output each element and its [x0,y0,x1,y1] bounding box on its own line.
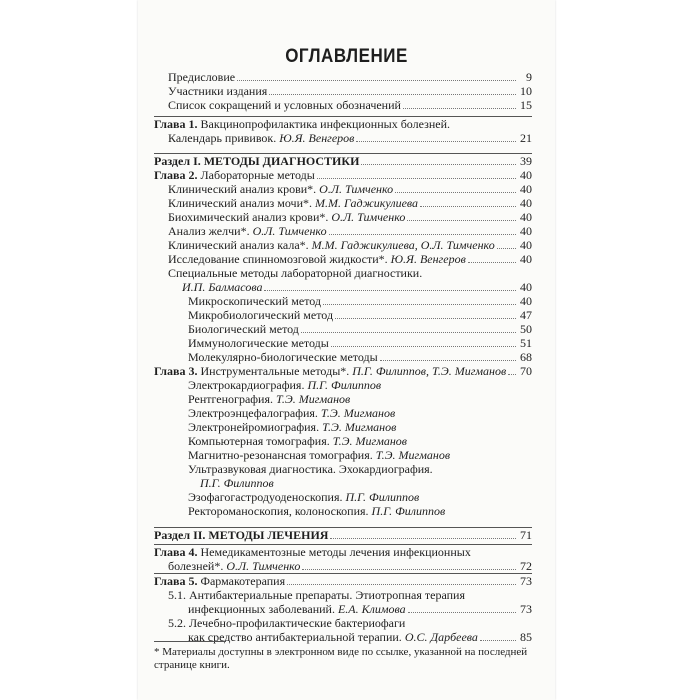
toc-subentry[interactable]: Рентгенография. Т.Э. Мигманов [188,392,351,406]
toc-chapter-entry[interactable]: Глава 4. Немедикаментозные методы лечения инфекционных [154,544,532,559]
leader-dots [395,192,516,193]
page-number: 40 [520,224,532,238]
page-number: 68 [520,350,532,364]
leader-dots [407,220,516,221]
toc-entry[interactable]: Участники издания 10 [168,84,532,98]
author: И.П. Балмасова [182,280,263,294]
toc-entry[interactable]: 5.2. Лечебно-профилактические бактериофаги [168,616,406,630]
table-of-contents [154,70,532,644]
toc-section-entry[interactable] [154,153,532,168]
toc-entry[interactable]: Клинический анализ кала*. М.М. Гаджикулиева, О.Л. Тимченко 40 [168,238,532,252]
chapter-label: Глава 3. [154,364,198,378]
toc-entry-continuation[interactable] [154,280,532,294]
page-number: 73 [520,574,532,588]
leader-dots [508,374,516,375]
chapter-label: Глава 4. [154,545,198,559]
page-number: 70 [520,364,532,378]
toc-entry[interactable]: Исследование спинномозговой жидкости*. Ю.Я. Венгеров 40 [168,252,532,266]
toc-entry[interactable]: Анализ желчи*. О.Л. Тимченко 40 [168,224,532,238]
page-number: 10 [520,84,532,98]
author: Т.Э. Мигманов [375,448,451,462]
subsection-label: 5.2. [168,616,186,630]
author: М.М. Гаджикулиева [315,196,419,210]
leader-dots [302,569,516,570]
footnote: * Материалы доступны в электронном виде по ссылке, указанной на последней странице книги. [154,646,528,671]
author: Ю.Я. Венгеров [390,252,466,266]
page-number: 40 [520,238,532,252]
leader-dots [408,612,516,613]
leader-dots [468,262,516,263]
leader-dots [269,94,516,95]
toc-entry-continuation[interactable]: как средство антибактериальной терапии. О.С. Дарбеева 85 [188,630,532,644]
leader-dots [317,178,516,179]
page-number: 51 [520,336,532,350]
page-number: 71 [520,528,532,542]
author: Т.Э. Мигманов [322,420,397,434]
author: О.Л. Тимченко [319,182,394,196]
toc-entry[interactable]: Предисловие 9 [168,70,532,84]
section-label: Раздел II. МЕТОДЫ ЛЕЧЕНИЯ [154,528,329,542]
leader-dots [335,318,516,319]
leader-dots [480,640,516,641]
toc-subentry[interactable]: Микроскопический метод 40 [188,294,532,308]
page-title: ОГЛАВЛЕНИЕ [285,44,408,67]
toc-subentry[interactable]: Ректороманоскопия, колоноскопия. П.Г. Филиппов [188,504,446,518]
page-number: 40 [520,182,532,196]
page-number: 9 [526,70,532,84]
leader-dots [380,360,516,361]
toc-section-entry[interactable] [154,527,532,542]
leader-dots [301,332,516,333]
toc-chapter-entry[interactable]: Глава 2. Лабораторные методы 40 [154,168,532,182]
toc-subentry[interactable]: Компьютерная томография. Т.Э. Мигманов [188,434,408,448]
page-number: 40 [520,280,532,294]
author: Т.Э. Мигманов [275,392,351,406]
leader-dots [403,108,516,109]
page-number: 40 [520,252,532,266]
leader-dots [323,304,516,305]
page-number: 15 [520,98,532,112]
page-number: 40 [520,210,532,224]
toc-subentry[interactable]: Молекулярно-биологические методы 68 [188,350,532,364]
toc-subentry[interactable]: Электрокардиография. П.Г. Филиппов [188,378,382,392]
author: Т.Э. Мигманов [332,434,408,448]
page-number: 40 [520,196,532,210]
leader-dots [497,248,516,249]
author: О.Л. Тимченко [226,559,301,573]
toc-subentry[interactable]: Электронейромиография. Т.Э. Мигманов [188,420,397,434]
page-number: 40 [520,168,532,182]
page-number: 73 [520,602,532,616]
page-number: 39 [520,154,532,168]
chapter-label: Глава 2. [154,168,198,182]
toc-subentry[interactable]: Иммунологические методы 51 [188,336,532,350]
toc-subentry[interactable]: Микробиологический метод 47 [188,308,532,322]
author: О.С. Дарбеева [404,630,478,644]
author: Ю.Я. Венгеров [279,131,355,145]
toc-subentry[interactable]: Магнитно-резонансная томография. Т.Э. Мигманов [188,448,451,462]
author: П.Г. Филиппов [307,378,382,392]
leader-dots [329,234,516,235]
author: П.Г. Филиппов, Т.Э. Мигманов [352,364,507,378]
section-label: Раздел I. МЕТОДЫ ДИАГНОСТИКИ [154,154,360,168]
leader-dots [361,164,516,165]
page-number: 85 [520,630,532,644]
toc-entry[interactable]: Клинический анализ крови*. О.Л. Тимченко 40 [168,182,532,196]
author: Е.А. Климова [337,602,406,616]
leader-dots [356,141,516,142]
page-number: 21 [520,131,532,145]
subsection-label: 5.1. [168,588,186,602]
toc-entry[interactable]: Специальные методы лабораторной диагностики. [168,266,423,280]
author: П.Г. Филиппов [345,490,420,504]
toc-chapter-entry[interactable]: Глава 3. Инструментальные методы*. П.Г. Филиппов, Т.Э. Мигманов 70 [154,364,532,378]
leader-dots [420,206,516,207]
chapter-label: Глава 5. [154,574,198,588]
toc-chapter-entry[interactable]: Глава 1. Вакцинопрофилактика инфекционных болезней. [154,116,532,131]
chapter-label: Глава 1. [154,117,198,131]
toc-subentry[interactable]: Ультразвуковая диагностика. Эхокардиография. [188,462,433,476]
author: О.Л. Тимченко [331,210,406,224]
leader-dots [264,290,516,291]
leader-dots [287,584,516,585]
toc-entry[interactable]: Клинический анализ мочи*. М.М. Гаджикулиева 40 [168,196,532,210]
toc-entry-continuation[interactable] [154,476,532,490]
toc-entry[interactable]: Список сокращений и условных обозначений 15 [168,98,532,112]
footnote-divider [154,641,226,642]
page-number: 47 [520,308,532,322]
toc-entry-continuation[interactable]: болезней*. О.Л. Тимченко 72 [168,559,532,573]
toc-chapter-entry[interactable]: Глава 5. Фармакотерапия 73 [154,574,532,588]
leader-dots [331,346,516,347]
toc-entry-continuation[interactable]: Календарь прививок. Ю.Я. Венгеров 21 [168,131,532,145]
toc-entry-continuation[interactable]: инфекционных заболеваний. Е.А. Климова 73 [188,602,532,616]
page-number: 72 [520,559,532,573]
toc-entry[interactable]: 5.1. Антибактериальные препараты. Этиотропная терапия [168,588,465,602]
author: П.Г. Филиппов [371,504,446,518]
toc-subentry[interactable]: Электроэнцефалография. Т.Э. Мигманов [188,406,396,420]
page-number: 40 [520,294,532,308]
author: М.М. Гаджикулиева, О.Л. Тимченко [311,238,495,252]
leader-dots [330,538,516,539]
page-number: 50 [520,322,532,336]
leader-dots [237,80,516,81]
toc-entry[interactable]: Биохимический анализ крови*. О.Л. Тимченко 40 [168,210,532,224]
toc-subentry[interactable]: Эзофагогастродуоденоскопия. П.Г. Филиппов [188,490,420,504]
author: П.Г. Филиппов [200,476,274,490]
toc-subentry[interactable]: Биологический метод 50 [188,322,532,336]
author: О.Л. Тимченко [252,224,327,238]
author: Т.Э. Мигманов [320,406,396,420]
